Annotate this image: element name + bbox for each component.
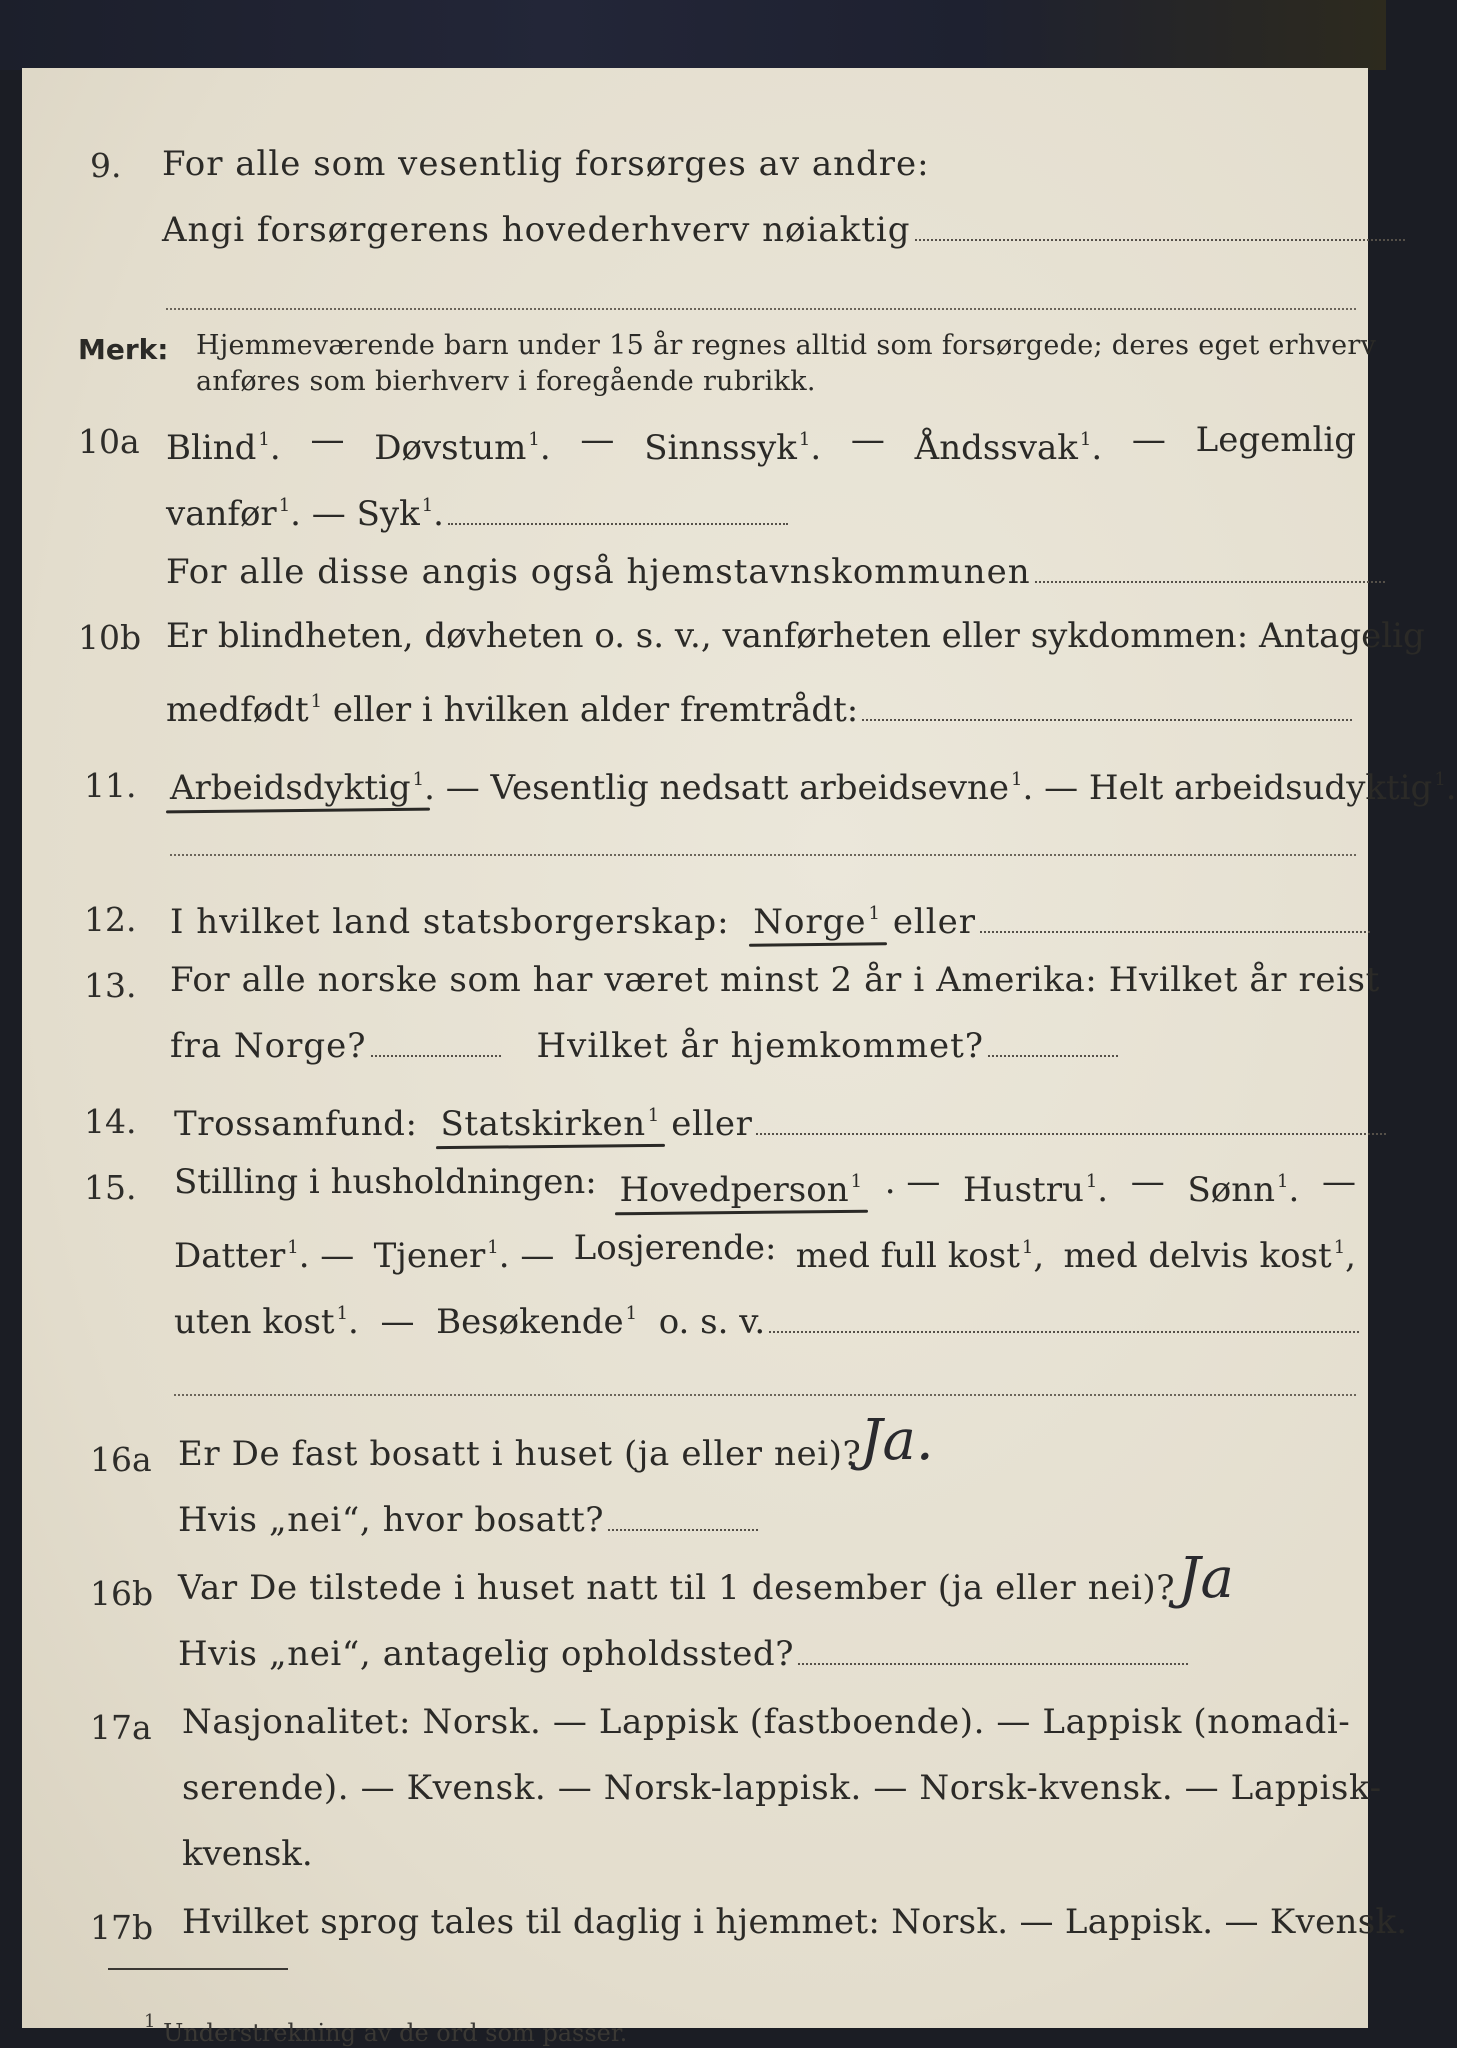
q9-answer-line[interactable] bbox=[166, 308, 1356, 310]
opt-uten-kost[interactable]: uten kost $^1$. bbox=[174, 1302, 359, 1342]
footnote-marker: 1 bbox=[144, 2011, 156, 2032]
q15-line2 bbox=[174, 1228, 1356, 1276]
opt-datter[interactable]: Datter $^1$. — bbox=[174, 1236, 355, 1276]
q12-eller: eller bbox=[892, 902, 977, 942]
q17a-line2: serende). — Kvensk. — Norsk-lappisk. — Norsk-kvensk. — Lappisk- bbox=[182, 1768, 1382, 1808]
question-number-16b: 16b bbox=[90, 1574, 154, 1613]
dash: — bbox=[580, 420, 615, 460]
handwritten-answer-16b[interactable]: Ja bbox=[1178, 1546, 1234, 1611]
q16a-line1: Er De fast bosatt i huset (ja eller nei)? bbox=[178, 1434, 862, 1474]
q10a-line3-text: For alle disse angis også hjemstavnskommunen bbox=[166, 552, 1031, 592]
question-number-15: 15. bbox=[84, 1168, 137, 1207]
q17a-line1: Nasjonalitet: Norsk. — Lappisk (fastboende). — Lappisk (nomadi- bbox=[182, 1702, 1351, 1742]
q14-eller: eller bbox=[671, 1104, 753, 1144]
q13-reist-field[interactable] bbox=[371, 1055, 501, 1057]
q10b-field[interactable] bbox=[862, 719, 1352, 721]
question-number-16a: 16a bbox=[90, 1440, 152, 1479]
dash: — bbox=[850, 420, 885, 460]
question-number-14: 14. bbox=[84, 1102, 137, 1141]
q13-line1: For alle norske som har været minst 2 år i Amerika: Hvilket år reist bbox=[170, 960, 1380, 1000]
opt-sinnssyk[interactable]: Sinnssyk $^1$. bbox=[644, 428, 822, 468]
census-form-page bbox=[22, 68, 1457, 2047]
q12-text: I hvilket land statsborgerskap: bbox=[170, 902, 730, 942]
q16a-field[interactable] bbox=[608, 1529, 758, 1531]
q10a-field[interactable] bbox=[448, 523, 788, 525]
opt-blind[interactable]: Blind $^1$. bbox=[166, 428, 281, 468]
merk-line2: anføres som bierhverv i foregående rubrikk. bbox=[196, 366, 816, 397]
opt-besokende[interactable]: Besøkende $^1$ bbox=[436, 1302, 638, 1342]
opt-nedsatt[interactable]: Vesentlig nedsatt arbeidsevne $^1$ bbox=[490, 768, 1023, 808]
q9-answer-field[interactable] bbox=[915, 239, 1405, 241]
losjerende-label: Losjerende: bbox=[573, 1228, 777, 1268]
opt-med-full-kost[interactable]: med full kost $^1$, bbox=[795, 1236, 1045, 1276]
opt-med-delvis-kost[interactable]: med delvis kost $^1$, bbox=[1063, 1236, 1356, 1276]
q16b-field[interactable] bbox=[798, 1663, 1188, 1665]
opt-arbeidsdyktig-underlined[interactable]: Arbeidsdyktig $^1$ bbox=[170, 760, 424, 808]
question-number-12: 12. bbox=[84, 900, 137, 939]
opt-syk[interactable]: Syk $^1$. bbox=[356, 494, 444, 534]
opt-hustru[interactable]: Hustru $^1$. bbox=[963, 1170, 1109, 1210]
q10b-line1: Er blindheten, døvheten o. s. v., vanførheten eller sykdommen: Antagelig bbox=[166, 616, 1425, 656]
merk-label: Merk: bbox=[78, 333, 169, 366]
q9-line2 bbox=[162, 210, 1405, 250]
q13-hjemkommet-field[interactable] bbox=[988, 1055, 1118, 1057]
q17b-line1: Hvilket sprog tales til daglig i hjemmet: Norsk. — Lappisk. — Kvensk. bbox=[182, 1902, 1408, 1942]
q14-field[interactable] bbox=[756, 1133, 1386, 1135]
question-number-17a: 17a bbox=[90, 1708, 152, 1747]
q15-text: Stilling i husholdningen: bbox=[174, 1162, 597, 1202]
question-number-9: 9. bbox=[90, 146, 122, 185]
opt-norge-underlined[interactable]: Norge $^1$ bbox=[753, 894, 881, 942]
footnote bbox=[142, 2011, 627, 2047]
q10a-line2: vanfør $^1$. — Syk $^1$. bbox=[166, 486, 788, 534]
question-number-10b: 10b bbox=[78, 618, 142, 657]
footnote-rule bbox=[108, 1968, 288, 1970]
q11-answer-line[interactable] bbox=[170, 854, 1356, 856]
q17a-line3: kvensk. bbox=[182, 1834, 313, 1874]
opt-medfodt[interactable]: medfødt $^1$ bbox=[166, 690, 323, 730]
scan-top-edge bbox=[0, 0, 1386, 70]
q16b-line2-text: Hvis „nei“, antagelig opholdssted? bbox=[178, 1634, 795, 1674]
q13-hjemkommet-label: Hvilket år hjemkommet? bbox=[536, 1026, 985, 1066]
q9-line1: For alle som vesentlig forsørges av andre: bbox=[162, 144, 930, 184]
q10a-line3 bbox=[166, 552, 1385, 592]
dash: — bbox=[310, 420, 345, 460]
q16b-line2 bbox=[178, 1634, 1188, 1674]
q15-line3: uten kost $^1$. — Besøkende $^1$ o. s. v. bbox=[174, 1294, 1359, 1342]
q10b-line2 bbox=[166, 682, 1352, 730]
q13-reist-label: fra Norge? bbox=[170, 1026, 367, 1066]
opt-udyktig[interactable]: Helt arbeidsudyktig $^1$ bbox=[1088, 768, 1446, 808]
merk-line1: Hjemmeværende barn under 15 år regnes alltid som forsørgede; deres eget erhverv bbox=[196, 330, 1377, 361]
opt-andssvak[interactable]: Åndssvak $^1$. bbox=[914, 428, 1103, 468]
question-number-10a: 10a bbox=[78, 422, 140, 461]
opt-tjener[interactable]: Tjener $^1$. — bbox=[373, 1236, 555, 1276]
dash: — bbox=[1131, 420, 1166, 460]
opt-legemlig[interactable]: Legemlig bbox=[1195, 420, 1356, 460]
q12-field[interactable] bbox=[980, 931, 1370, 933]
q16a-line2-text: Hvis „nei“, hvor bosatt? bbox=[178, 1500, 605, 1540]
question-number-11: 11. bbox=[84, 766, 137, 805]
q16b-line1: Var De tilstede i huset natt til 1 desember (ja eller nei)? bbox=[178, 1568, 1176, 1608]
q15-line1: Stilling i husholdningen: Hovedperson $^1$ . — Hustru $^1$. — Sønn $^1$. — bbox=[174, 1162, 1356, 1210]
q10a-line1 bbox=[166, 420, 1356, 468]
handwritten-answer-16a[interactable]: Ja. bbox=[860, 1408, 934, 1473]
opt-sonn[interactable]: Sønn $^1$. bbox=[1187, 1170, 1300, 1210]
q13-line2 bbox=[170, 1026, 1118, 1066]
q14-line bbox=[174, 1096, 1386, 1144]
footnote-text: Understrekning av de ord som passer. bbox=[163, 2019, 628, 2047]
question-number-17b: 17b bbox=[90, 1908, 154, 1947]
osv: o. s. v. bbox=[658, 1302, 766, 1342]
q15-answer-line[interactable] bbox=[174, 1394, 1356, 1396]
opt-hovedperson-underlined[interactable]: Hovedperson $^1$ bbox=[619, 1162, 862, 1210]
q16a-line2 bbox=[178, 1500, 758, 1540]
opt-vanfor[interactable]: vanfør $^1$. bbox=[166, 494, 301, 534]
opt-statskirken-underlined[interactable]: Statskirken $^1$ bbox=[440, 1096, 659, 1144]
q14-text: Trossamfund: bbox=[174, 1104, 418, 1144]
question-number-13: 13. bbox=[84, 966, 137, 1005]
q15-field[interactable] bbox=[769, 1331, 1359, 1333]
q11-line: Arbeidsdyktig $^1$. — Vesentlig nedsatt arbeidsevne $^1$. — Helt arbeidsudyktig $^1$. bbox=[170, 760, 1457, 808]
opt-dovstum[interactable]: Døvstum $^1$. bbox=[374, 428, 551, 468]
q10b-line2-text: eller i hvilken alder fremtrådt: bbox=[332, 690, 859, 730]
q12-line bbox=[170, 894, 1370, 942]
q9-line2-text: Angi forsørgerens hovederhverv nøiaktig bbox=[162, 210, 911, 250]
hjemstavn-field[interactable] bbox=[1035, 581, 1385, 583]
